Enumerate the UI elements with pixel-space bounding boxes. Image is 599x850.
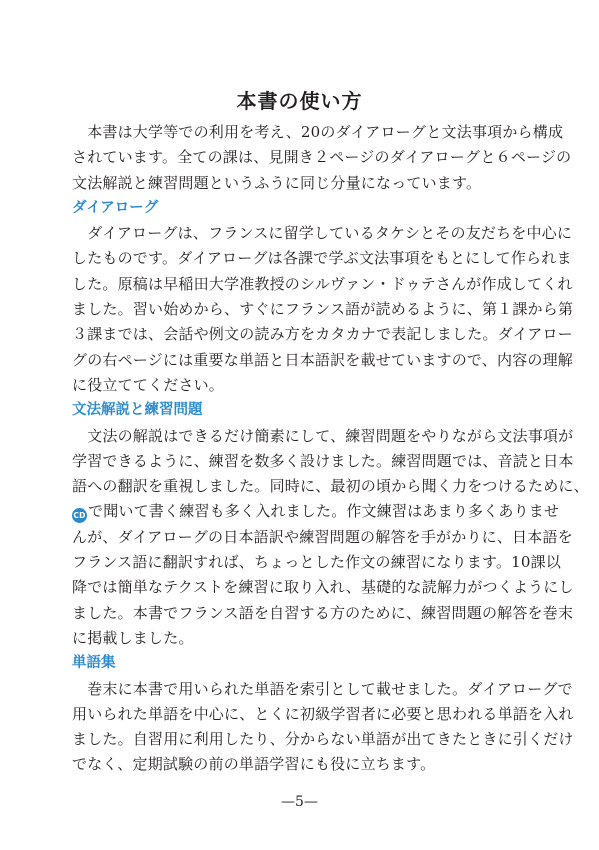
text-line: 学習できるように、練習を数多く設けました。練習問題では、音読と日本 [72,451,574,470]
intro-paragraph [72,120,572,196]
vocabulary-paragraph [72,677,574,778]
section-heading-vocabulary: 単語集 [72,655,116,672]
cd-icon: CD [72,508,87,523]
text-line: 文法の解説はできるだけ簡素にして、練習問題をやりながら文法事項が [72,426,574,445]
text-line: に役立ててください。 [72,375,225,394]
section-heading-grammar: 文法解説と練習問題 [72,402,203,419]
section-heading-dialogue: ダイアローグ [72,199,159,216]
text-line: ダイアローグは、フランスに留学しているタケシとその友だちを中心に [72,224,573,243]
text-line: した。原稿は早稲田大学准教授のシルヴァン・ドゥテさんが作成してくれ [72,274,573,293]
dialogue-paragraph [72,221,574,398]
text-line: したものです。ダイアローグは各課で学ぶ文法事項をもとにして作られま [72,249,572,268]
text-line-with-cd [72,499,560,524]
text-line: されています。全ての課は、見開き２ページのダイアローグと６ページの [72,148,572,167]
text-line: に掲載しました。 [72,628,194,647]
text-line: んが、ダイアローグの日本語訳や練習問題の解答を手がかりに、日本語を [72,527,573,546]
text-line: グの右ページには重要な単語と日本語訳を載せていますので、内容の理解 [72,350,574,369]
text-line: ３課までは、会話や例文の読み方をカタカナで表記しました。ダイアロー [72,325,573,344]
text-line: ました。自習用に利用したり、分からない単語が出てきたときに引くだけ [72,730,574,749]
text-line: でなく、定期試験の前の単語学習にも役に立ちます。 [72,755,436,774]
text-line: 本書は大学等での利用を考え、20のダイアローグと文法事項から構成 [72,123,564,141]
page-body [72,120,589,778]
text-line: フランス語に翻訳すれば、ちょっとした作文の練習になります。10課以 [72,553,562,572]
text-line: 巻末に本書で用いられた単語を索引として載せました。ダイアローグで [72,679,573,698]
text-line: 降では簡単なテクストを練習に取り入れ、基礎的な読解力がつくようにし [72,578,574,597]
page-number: —5— [281,794,318,810]
grammar-paragraph [72,424,589,652]
text-line: 文法解説と練習問題というふうに同じ分量になっています。 [72,173,482,192]
text-line: 語への翻訳を重視しました。同時に、最初の頃から聞く力をつけるために、 [72,477,589,496]
page-title: 本書の使い方 [236,89,363,113]
text-line: ました。習い始めから、すぐにフランス語が読めるように、第１課から第 [72,300,574,319]
text-line: ました。本書でフランス語を自習する方のために、練習問題の解答を巻末 [72,603,574,622]
text-line-content: で聞いて書く練習も多く入れました。作文練習はあまり多くありませ [88,502,560,521]
text-line: 用いられた単語を中心に、とくに初級学習者に必要と思われる単語を入れ [72,704,574,723]
